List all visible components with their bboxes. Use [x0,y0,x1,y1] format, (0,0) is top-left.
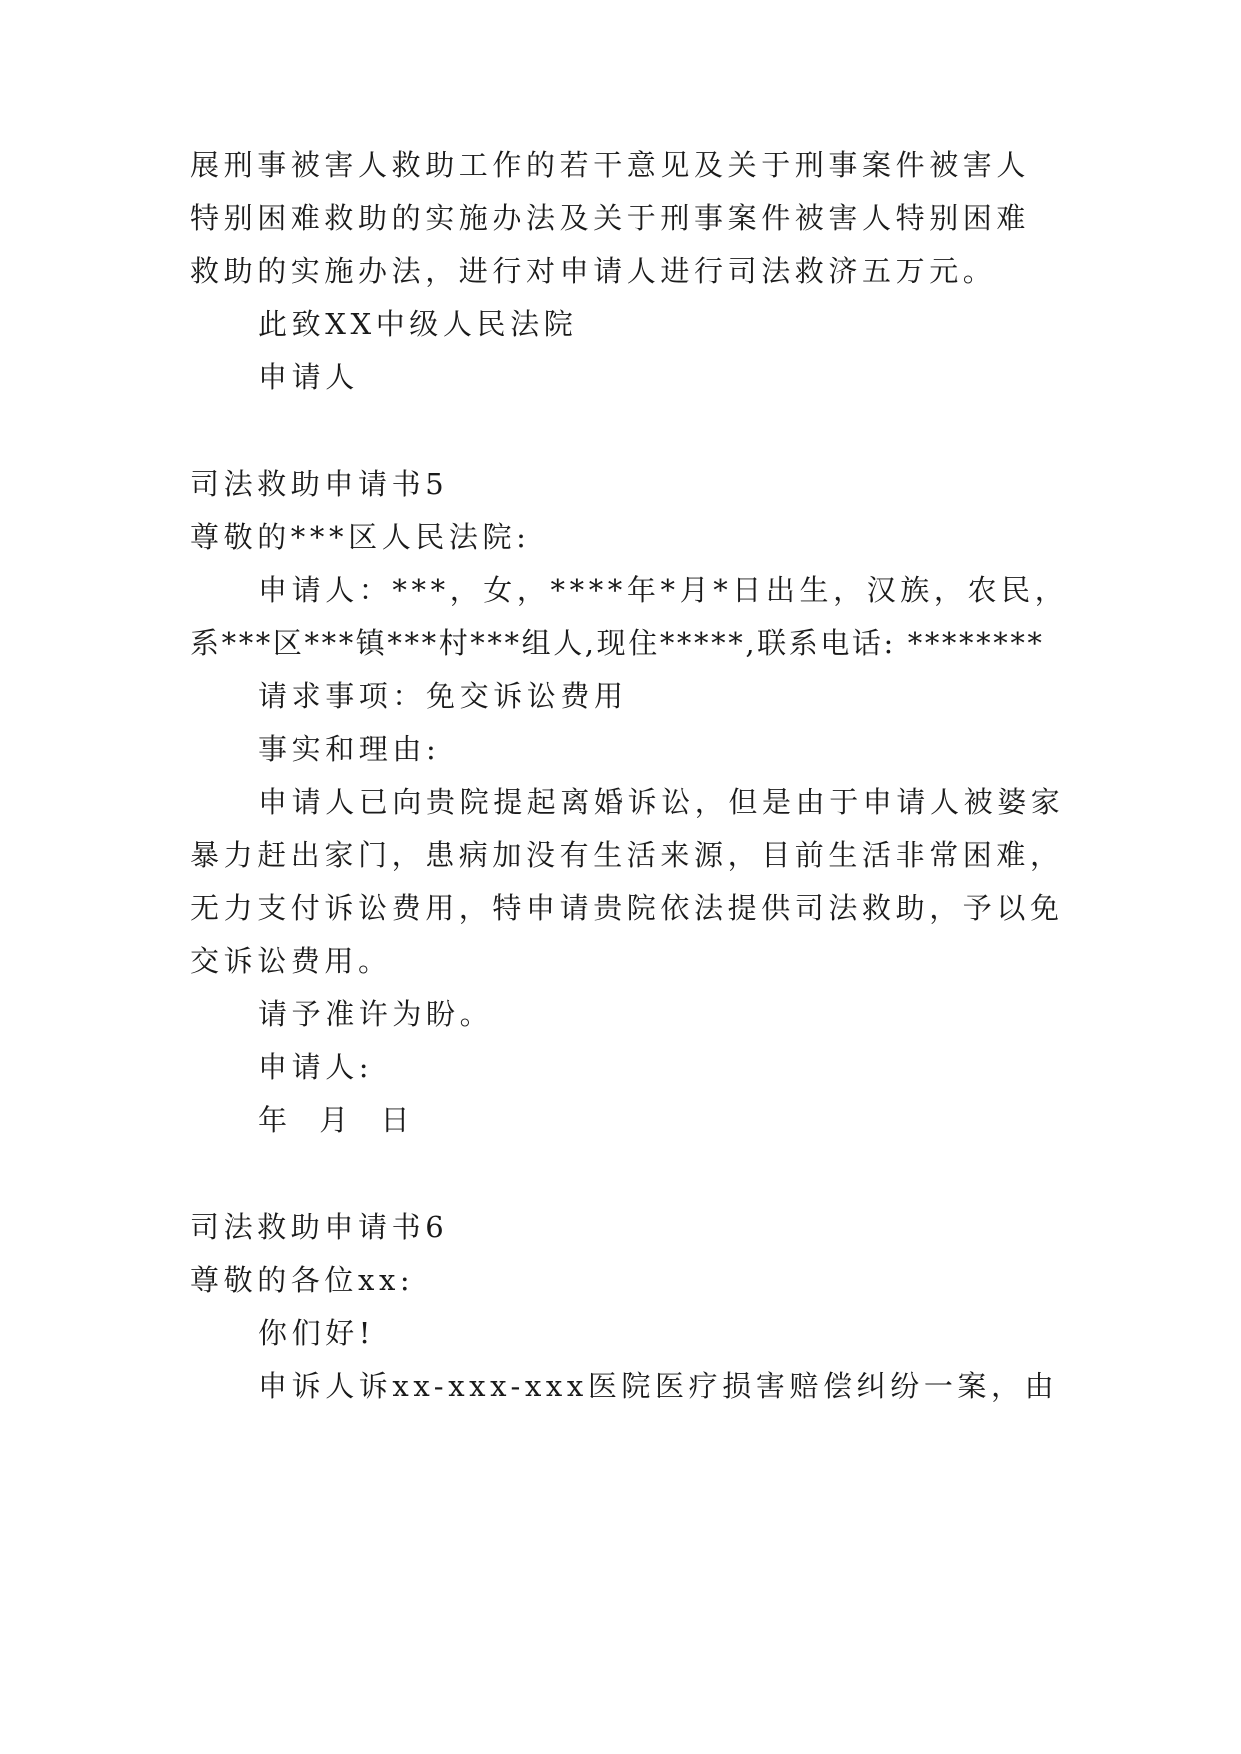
request-line: 请求事项：免交诉讼费用 [258,679,628,713]
paragraph-line: 展刑事被害人救助工作的若干意见及关于刑事案件被害人 [190,148,1031,182]
applicant-line: 申请人：***，女，****年*月*日出生，汉族，农民， [258,573,1069,607]
facts-heading: 事实和理由: [258,732,441,766]
closing-line: 此致XX中级人民法院 [258,307,578,341]
date-line: 年 月 日 [258,1103,415,1137]
section-title: 司法救助申请书6 [190,1210,449,1244]
signature-line: 申请人 [258,360,359,394]
paragraph-line: 无力支付诉讼费用，特申请贵院依法提供司法救助，予以免 [190,891,1064,925]
signature-line: 申请人: [258,1050,374,1084]
salutation: 尊敬的各位xx: [190,1263,415,1297]
paragraph-line: 特别困难救助的实施办法及关于刑事案件被害人特别困难 [190,201,1031,235]
paragraph-line: 申请人已向贵院提起离婚诉讼，但是由于申请人被婆家 [258,785,1065,819]
paragraph-line: 交诉讼费用。 [190,944,392,978]
salutation: 尊敬的***区人民法院: [190,520,531,554]
paragraph-line: 申诉人诉xx-xxx-xxx医院医疗损害赔偿纠纷一案，由 [258,1369,1059,1403]
paragraph-line: 暴力赶出家门，患病加没有生活来源，目前生活非常困难， [190,838,1064,872]
paragraph-line: 救助的实施办法，进行对申请人进行司法救济五万元。 [190,254,997,288]
section-title: 司法救助申请书5 [190,467,449,501]
greeting-line: 你们好! [258,1316,376,1350]
applicant-line: 系***区***镇***村***组人,现住*****,联系电话: ******** [190,626,1045,660]
plea-line: 请予准许为盼。 [258,997,494,1031]
